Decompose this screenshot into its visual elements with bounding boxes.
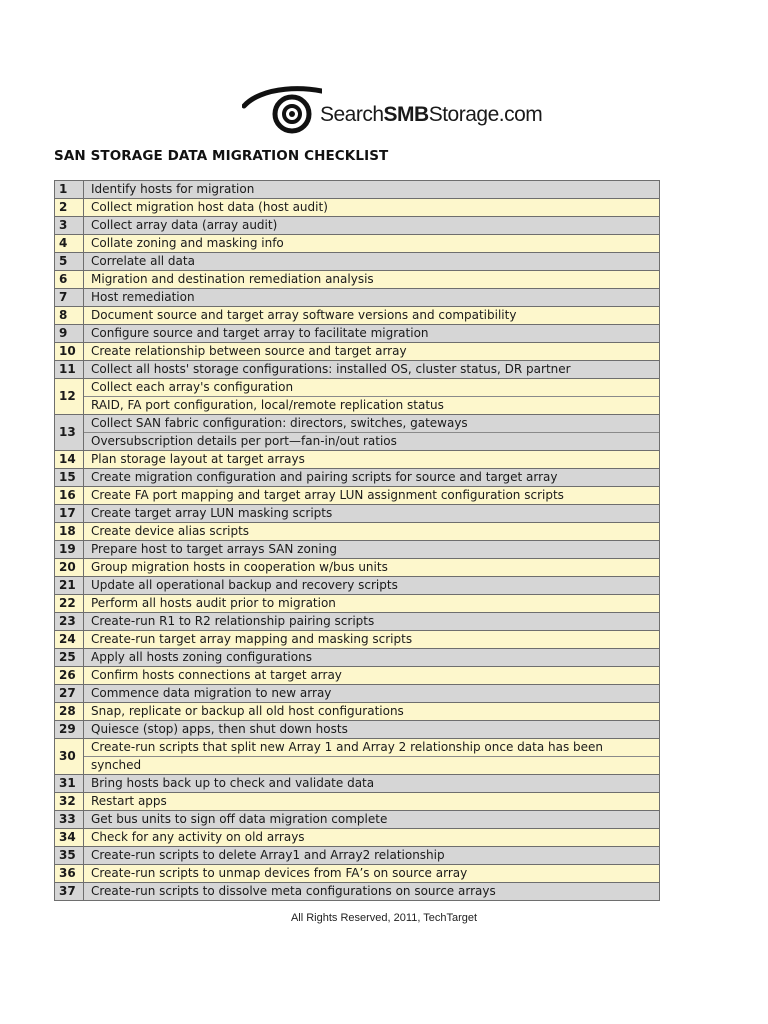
step-number: 9 xyxy=(55,325,84,343)
step-number: 35 xyxy=(55,847,84,865)
table-row xyxy=(55,721,660,739)
step-number: 32 xyxy=(55,793,84,811)
step-task xyxy=(84,199,660,217)
step-task xyxy=(84,847,660,865)
step-task xyxy=(84,667,660,685)
step-task xyxy=(84,631,660,649)
step-number: 2 xyxy=(55,199,84,217)
step-number: 17 xyxy=(55,505,84,523)
logo-search: Search xyxy=(320,103,384,126)
table-row xyxy=(55,217,660,235)
step-number: 30 xyxy=(55,739,84,775)
step-number: 4 xyxy=(55,235,84,253)
copyright-footer: All Rights Reserved, 2011, TechTarget xyxy=(290,912,478,924)
step-task xyxy=(84,793,660,811)
step-task-line: Prepare host to target arrays SAN zoning xyxy=(91,542,337,556)
step-task-line: Create migration configuration and pairing scripts for source and target array xyxy=(91,470,558,484)
step-task xyxy=(84,775,660,793)
step-task-line: Host remediation xyxy=(91,290,195,304)
step-task xyxy=(84,649,660,667)
step-number: 20 xyxy=(55,559,84,577)
table-row xyxy=(55,415,660,451)
step-task-line: Create-run scripts to unmap devices from FA’s on source array xyxy=(91,866,468,880)
table-row xyxy=(55,649,660,667)
table-row xyxy=(55,613,660,631)
step-task-line: Plan storage layout at target arrays xyxy=(91,452,305,466)
step-number: 26 xyxy=(55,667,84,685)
step-number: 34 xyxy=(55,829,84,847)
table-row xyxy=(55,379,660,415)
step-number: 28 xyxy=(55,703,84,721)
table-row xyxy=(55,271,660,289)
step-task-line: Apply all hosts zoning configurations xyxy=(91,650,312,664)
step-task-line: Identify hosts for migration xyxy=(91,182,255,196)
table-row xyxy=(55,703,660,721)
table-row xyxy=(55,487,660,505)
step-task-line: Update all operational backup and recovery scripts xyxy=(91,578,398,592)
step-task-line: Create-run scripts that split new Array 1 and Array 2 relationship once data has been xyxy=(91,740,604,754)
step-task xyxy=(84,253,660,271)
step-task xyxy=(84,379,660,415)
step-task xyxy=(84,541,660,559)
step-number: 31 xyxy=(55,775,84,793)
step-task-line: Collect migration host data (host audit) xyxy=(91,200,328,214)
table-row xyxy=(55,235,660,253)
table-row xyxy=(55,451,660,469)
step-task xyxy=(84,883,660,901)
table-row xyxy=(55,847,660,865)
table-row xyxy=(55,811,660,829)
step-task-line: Create-run scripts to delete Array1 and Array2 relationship xyxy=(91,848,445,862)
table-row xyxy=(55,739,660,775)
table-row xyxy=(55,775,660,793)
site-logo xyxy=(242,84,542,136)
step-task-line: RAID, FA port configuration, local/remote replication status xyxy=(84,396,659,414)
step-number: 24 xyxy=(55,631,84,649)
eye-logo-icon xyxy=(242,84,322,136)
table-row xyxy=(55,865,660,883)
step-number: 27 xyxy=(55,685,84,703)
step-number: 6 xyxy=(55,271,84,289)
table-row xyxy=(55,667,660,685)
step-task xyxy=(84,865,660,883)
logo-wordmark xyxy=(320,103,542,127)
step-task-line: Oversubscription details per port—fan-in/out ratios xyxy=(84,432,659,450)
table-row xyxy=(55,559,660,577)
step-task xyxy=(84,811,660,829)
step-task-line: Create relationship between source and target array xyxy=(91,344,407,358)
step-task-line: Create FA port mapping and target array LUN assignment configuration scripts xyxy=(91,488,564,502)
table-row xyxy=(55,685,660,703)
step-task xyxy=(84,559,660,577)
table-row xyxy=(55,523,660,541)
step-task xyxy=(84,613,660,631)
step-task xyxy=(84,487,660,505)
checklist-table xyxy=(54,180,660,901)
table-row xyxy=(55,469,660,487)
step-task xyxy=(84,523,660,541)
step-number: 7 xyxy=(55,289,84,307)
step-task-line: Quiesce (stop) apps, then shut down hosts xyxy=(91,722,348,736)
step-task-line: Collect array data (array audit) xyxy=(91,218,278,232)
step-task-line: Group migration hosts in cooperation w/bus units xyxy=(91,560,388,574)
step-task-line: Check for any activity on old arrays xyxy=(91,830,305,844)
step-number: 10 xyxy=(55,343,84,361)
step-number: 5 xyxy=(55,253,84,271)
step-number: 18 xyxy=(55,523,84,541)
step-task xyxy=(84,181,660,199)
step-number: 23 xyxy=(55,613,84,631)
table-row xyxy=(55,199,660,217)
step-task xyxy=(84,829,660,847)
step-task-line: Collect each array's configuration xyxy=(91,380,294,394)
step-number: 19 xyxy=(55,541,84,559)
step-task xyxy=(84,721,660,739)
table-row xyxy=(55,253,660,271)
step-task-line: Collect SAN fabric configuration: directors, switches, gateways xyxy=(91,416,468,430)
step-number: 25 xyxy=(55,649,84,667)
step-task-line: Snap, replicate or backup all old host configurations xyxy=(91,704,404,718)
step-number: 29 xyxy=(55,721,84,739)
step-task xyxy=(84,505,660,523)
step-task-line: synched xyxy=(84,756,659,774)
step-task-line: Document source and target array software versions and compatibility xyxy=(91,308,517,322)
logo-storage: Storage xyxy=(428,103,499,126)
table-row xyxy=(55,577,660,595)
step-task-line: Collect all hosts' storage configurations: installed OS, cluster status, DR partner xyxy=(91,362,571,376)
step-number: 14 xyxy=(55,451,84,469)
step-number: 33 xyxy=(55,811,84,829)
logo-dotcom: .com xyxy=(498,103,543,126)
step-task-line: Commence data migration to new array xyxy=(91,686,332,700)
table-row xyxy=(55,595,660,613)
step-task xyxy=(84,451,660,469)
table-row xyxy=(55,181,660,199)
step-task-line: Create-run scripts to dissolve meta configurations on source arrays xyxy=(91,884,496,898)
table-row xyxy=(55,505,660,523)
step-task xyxy=(84,703,660,721)
step-task-line: Create-run target array mapping and masking scripts xyxy=(91,632,413,646)
step-task xyxy=(84,595,660,613)
table-row xyxy=(55,883,660,901)
step-number: 36 xyxy=(55,865,84,883)
step-number: 15 xyxy=(55,469,84,487)
step-task-line: Collate zoning and masking info xyxy=(91,236,284,250)
step-number: 22 xyxy=(55,595,84,613)
step-task xyxy=(84,289,660,307)
step-task xyxy=(84,325,660,343)
table-row xyxy=(55,631,660,649)
step-task-line: Perform all hosts audit prior to migration xyxy=(91,596,336,610)
step-task-line: Correlate all data xyxy=(91,254,195,268)
step-task xyxy=(84,361,660,379)
step-task xyxy=(84,217,660,235)
step-number: 8 xyxy=(55,307,84,325)
step-task xyxy=(84,577,660,595)
step-task-line: Get bus units to sign off data migration complete xyxy=(91,812,388,826)
step-number: 3 xyxy=(55,217,84,235)
step-task xyxy=(84,235,660,253)
table-row xyxy=(55,343,660,361)
step-task xyxy=(84,415,660,451)
page-title: SAN STORAGE DATA MIGRATION CHECKLIST xyxy=(54,148,389,164)
step-task-line: Confirm hosts connections at target array xyxy=(91,668,342,682)
step-number: 37 xyxy=(55,883,84,901)
step-task xyxy=(84,469,660,487)
step-task-line: Create target array LUN masking scripts xyxy=(91,506,333,520)
table-row xyxy=(55,307,660,325)
step-number: 16 xyxy=(55,487,84,505)
table-row xyxy=(55,793,660,811)
step-number: 13 xyxy=(55,415,84,451)
step-number: 12 xyxy=(55,379,84,415)
step-task xyxy=(84,271,660,289)
step-task-line: Bring hosts back up to check and validate data xyxy=(91,776,375,790)
step-task xyxy=(84,343,660,361)
checklist-body xyxy=(55,181,660,901)
step-task-line: Create-run R1 to R2 relationship pairing scripts xyxy=(91,614,375,628)
step-task-line: Create device alias scripts xyxy=(91,524,250,538)
table-row xyxy=(55,361,660,379)
table-row xyxy=(55,829,660,847)
logo-smb: SMB xyxy=(383,103,429,126)
step-number: 1 xyxy=(55,181,84,199)
step-task-line: Configure source and target array to facilitate migration xyxy=(91,326,429,340)
step-task-line: Migration and destination remediation analysis xyxy=(91,272,374,286)
table-row xyxy=(55,541,660,559)
table-row xyxy=(55,325,660,343)
step-task-line: Restart apps xyxy=(91,794,167,808)
table-row xyxy=(55,289,660,307)
step-task xyxy=(84,685,660,703)
step-task xyxy=(84,307,660,325)
step-number: 11 xyxy=(55,361,84,379)
step-task xyxy=(84,739,660,775)
step-number: 21 xyxy=(55,577,84,595)
